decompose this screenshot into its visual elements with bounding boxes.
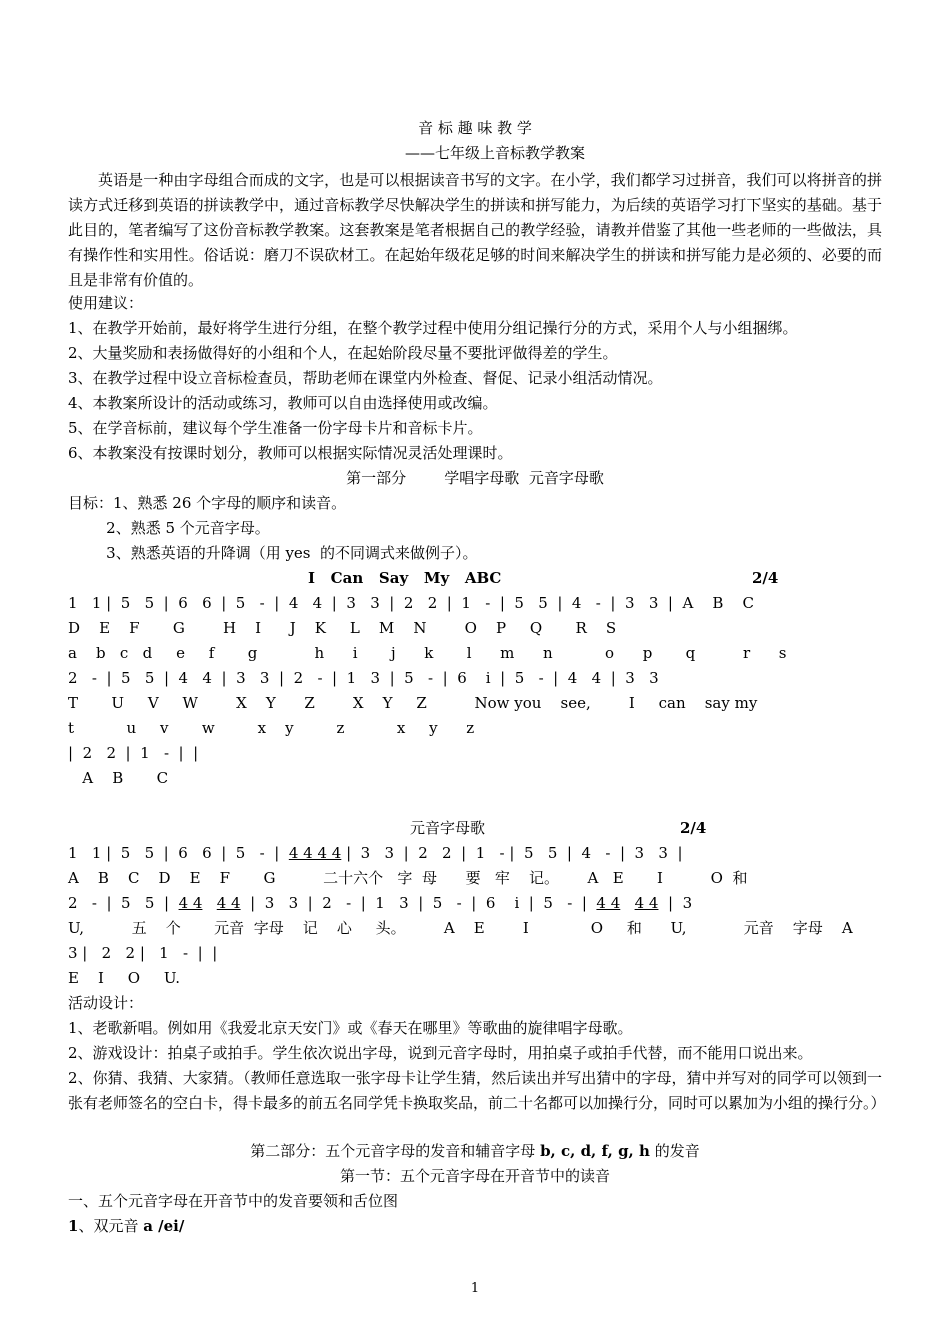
usage-heading: 使用建议： bbox=[68, 294, 144, 312]
intro-paragraph: 英语是一种由字母组合而成的文字，也是可以根据读音书写的文字。在小学，我们都学习过拼音，我们可以将拼音的拼读方式迁移到英语的拼读教学中，通过音标教学尽快解决学生的拼读和拼写能力，为后续的英语学习打下坚实的基础。基于此目的，笔者编写了这份音标教学教案。这套教案是笔者根据自己的教学经验，请教并借鉴了其他一些老师的一些做法，具有操作性和实用性。俗话说：磨刀不误砍材工。在起始年级花足够的时间来解决学生的拼读和拼写能力是必须的、必要的而且是非常有价值的。 bbox=[68, 171, 882, 289]
song1-line: 2 - | 5 5 | 4 4 | 3 3 | 2 - | 1 3 | 5 - | 6 i | 5 - | 4 4 | 3 3 bbox=[68, 669, 659, 687]
goal-item: 3、熟悉英语的升降调（用 yes 的不同调式来做例子）。 bbox=[68, 544, 478, 562]
song2-line: U, 五 个 元音 字母 记 心 头。 A E I O 和 U, 元音 字母 A bbox=[68, 919, 853, 937]
song1-line: a b c d e f g h i j k l m n o p q r s bbox=[68, 644, 787, 662]
song2-line: E I O U. bbox=[68, 969, 180, 987]
goal-item: 目标：1、熟悉 26 个字母的顺序和读音。 bbox=[68, 494, 347, 512]
usage-item: 6、本教案没有按课时划分，教师可以根据实际情况灵活处理课时。 bbox=[68, 444, 513, 462]
part2-heading: 第二部分：五个元音字母的发音和辅音字母 b, c, d, f, g, h 的发音 bbox=[250, 1142, 700, 1160]
activity-item: 2、你猜、我猜、大家猜。（教师任意选取一张字母卡让学生猜，然后读出并写出猜中的字母，猜中并写对的同学可以领到一张有老师签名的空白卡，得卡最多的前五名同学凭卡换取奖品，前二十名都可以加操行分，同时可以累加为小组的操行分。） bbox=[68, 1069, 886, 1112]
usage-item: 2、大量奖励和表扬做得好的小组和个人，在起始阶段尽量不要批评做得差的学生。 bbox=[68, 344, 618, 362]
item1-heading: 1、双元音 a /ei/ bbox=[68, 1217, 185, 1235]
usage-item: 1、在教学开始前，最好将学生进行分组，在整个教学过程中使用分组记操行分的方式，采用个人与小组捆绑。 bbox=[68, 319, 798, 337]
section1-heading: 第一节：五个元音字母在开音节中的读音 bbox=[339, 1167, 610, 1185]
activity-item: 1、老歌新唱。例如用《我爱北京天安门》或《春天在哪里》等歌曲的旋律唱字母歌。 bbox=[68, 1019, 633, 1037]
song1-title: I Can Say My ABC bbox=[308, 569, 502, 587]
activity-item: 2、游戏设计：拍桌子或拍手。学生依次说出字母，说到元音字母时，用拍桌子或拍手代替，而不能用口说出来。 bbox=[68, 1044, 813, 1062]
song2-time-signature: 2/4 bbox=[680, 819, 707, 837]
usage-item: 5、在学音标前，建议每个学生准备一份字母卡片和音标卡片。 bbox=[68, 419, 483, 437]
song1-line: 1 1 | 5 5 | 6 6 | 5 - | 4 4 | 3 3 | 2 2 | 1 - | 5 5 | 4 - | 3 3 | A B C bbox=[68, 594, 754, 612]
song2-title: 元音字母歌 bbox=[410, 819, 486, 837]
song1-line: t u v w x y z x y z bbox=[68, 719, 475, 737]
usage-item: 3、在教学过程中设立音标检查员，帮助老师在课堂内外检查、督促、记录小组活动情况。 bbox=[68, 369, 663, 387]
doc-subtitle: ——七年级上音标教学教案 bbox=[404, 144, 585, 162]
page-number: 1 bbox=[470, 1281, 480, 1296]
song1-line: T U V W X Y Z X Y Z Now you see, I can say my bbox=[68, 694, 758, 712]
song2-line: A B C D E F G 二十六个 字 母 要 牢 记。 A E I O 和 bbox=[68, 869, 748, 887]
goal-item: 2、熟悉 5 个元音字母。 bbox=[68, 519, 270, 537]
song1-time-signature: 2/4 bbox=[752, 569, 779, 587]
song2-line: 2 - | 5 5 | 4 4 4 4 | 3 3 | 2 - | 1 3 | 5 - | 6 i | 5 - | 4 4 4 4 | 3 bbox=[68, 894, 693, 912]
subsection-heading: 一、五个元音字母在开音节中的发音要领和舌位图 bbox=[68, 1192, 399, 1210]
song1-line: | 2 2 | 1 - | | bbox=[68, 744, 199, 762]
doc-title: 音 标 趣 味 教 学 bbox=[418, 119, 532, 137]
song2-line: 1 1 | 5 5 | 6 6 | 5 - | 4 4 4 4 | 3 3 | 2 2 | 1 - | 5 5 | 4 - | 3 3 | bbox=[68, 844, 683, 862]
part1-heading: 第一部分 学唱字母歌 元音字母歌 bbox=[346, 469, 604, 487]
song1-line: D E F G H I J K L M N O P Q R S bbox=[68, 619, 617, 637]
activity-heading: 活动设计： bbox=[68, 994, 144, 1012]
usage-item: 4、本教案所设计的活动或练习，教师可以自由选择使用或改编。 bbox=[68, 394, 498, 412]
song2-line: 3 | 2 2 | 1 - | | bbox=[68, 944, 218, 962]
song1-line: A B C bbox=[68, 769, 169, 787]
